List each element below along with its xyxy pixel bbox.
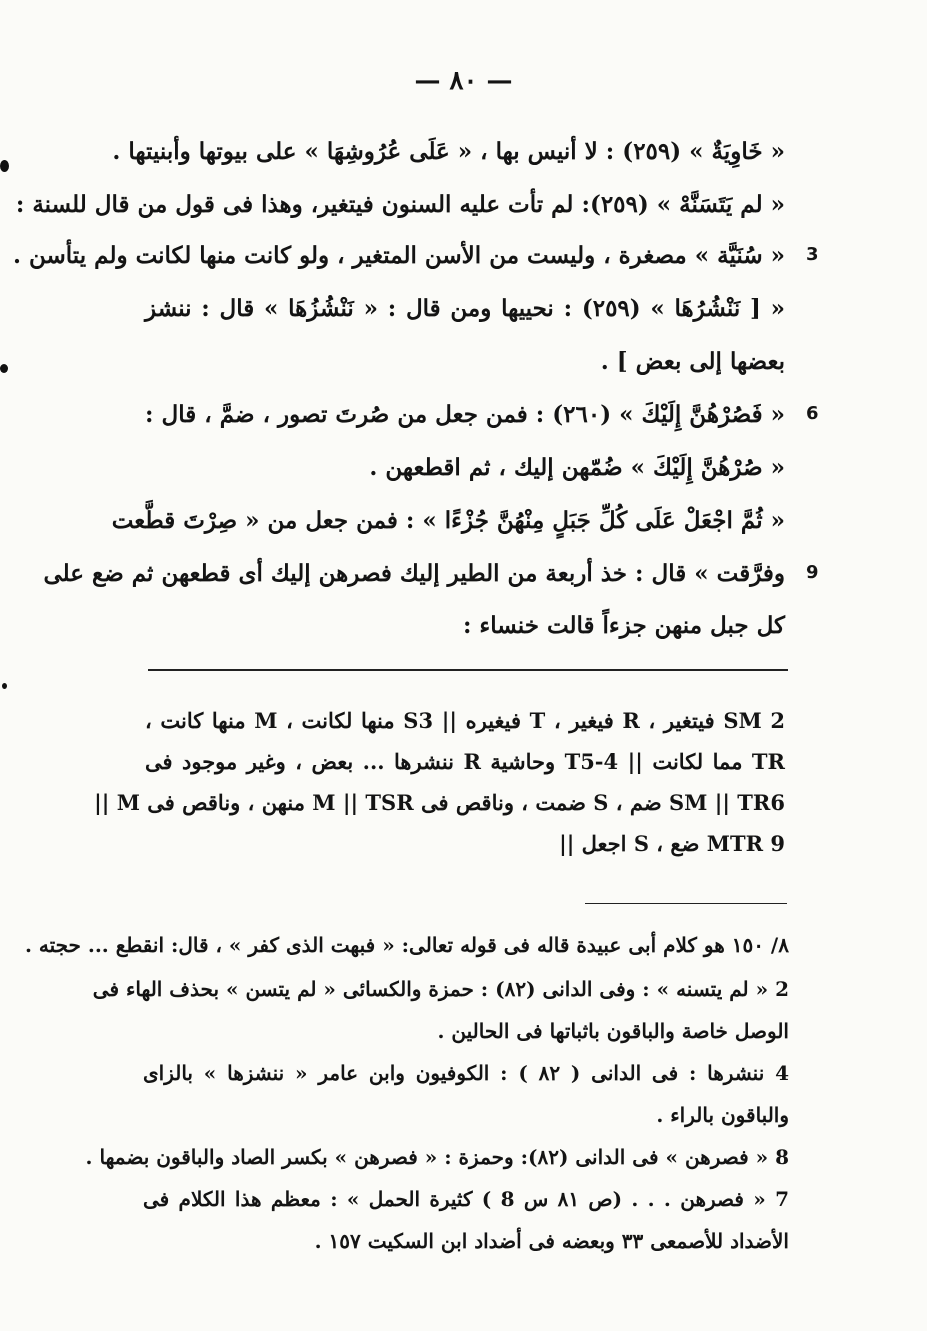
footnote-line: والباقون بالراء . <box>656 1103 789 1127</box>
main-divider <box>148 669 788 671</box>
margin-line-number: 3 <box>806 244 819 265</box>
scan-mark-1 <box>0 160 9 172</box>
scan-mark-3 <box>2 683 7 689</box>
footnote-divider <box>585 903 787 904</box>
apparatus-line: TR مما لكانت || T5-4 وحاشية R ننشرها ... بعض ، وغير موجود فى <box>145 749 785 774</box>
footnote-line: 7 « فصرهن . . . (ص ٨١ س 8 ) كثيرة الحمل » : معظم هذا الكلام فى <box>143 1187 790 1211</box>
margin-line-number: 9 <box>806 562 819 583</box>
main-line: كل جبل منهن جزءاً قالت خنساء : <box>462 612 785 639</box>
margin-line-number: 6 <box>806 403 819 424</box>
main-line: « لم يَتَسَنَّهْ » (٢٥٩): لم تأت عليه السنون فيتغير، وهذا فى قول من قال للسنة : <box>15 191 785 218</box>
main-line: « صُرْهُنَّ إِلَيْكَ » ضُمّهن إليك ، ثم اقطعهن . <box>369 454 785 481</box>
apparatus-line: 2 SM فيتغير ، R فيغير ، T فيغيره || S3 منها لكانت ، M منها كانت ، <box>145 708 785 733</box>
footnote-line: 2 « لم يتسنه » : وفى الدانى (٨٢) : حمزة والكسائى « لم يتسن » بحذف الهاء فى <box>92 977 789 1001</box>
footnote-line: 8 « فصرهن » فى الدانى (٨٢): وحمزة : « فصرهن » بكسر الصاد والباقون بضمها . <box>85 1145 789 1169</box>
page-number: — ٨٠ — <box>414 66 513 96</box>
main-line: « سُنَيَّة » مصغرة ، وليست من الأسن المتغير ، ولو كانت منها لكانت ولم يتأسن . <box>12 242 785 269</box>
footnote-line: ٨/ ١٥٠ هو كلام أبى عبيدة قاله فى قوله تعالى: « فبهت الذى كفر » ، قال: انقطع ... حجته . <box>24 933 789 957</box>
scan-mark-2 <box>0 364 8 373</box>
main-line: « خَاوِيَةٌ » (٢٥٩) : لا أنيس بها ، « عَلَى عُرُوشِهَا » على بيوتها وأبنيتها . <box>112 138 785 165</box>
apparatus-line: 9 MTR ضع ، S اجعل || <box>559 831 785 856</box>
main-line: « ثُمَّ اجْعَلْ عَلَى كُلِّ جَبَلٍ مِنْهُنَّ جُزْءًا » : فمن جعل من « صِرْتَ قطَّعت <box>111 507 785 534</box>
footnote-line: الوصل خاصة والباقون باثباتها فى الحالين . <box>437 1019 789 1043</box>
main-line: « [ نَنْشُرُهَا » (٢٥٩) : نحييها ومن قال : « نَنْشُزُهَا » قال : ننشز <box>145 295 785 322</box>
main-line: وفرَّقت » قال : خذ أربعة من الطير إليك فصرهن إليك أى قطعهن ثم ضع على <box>43 560 785 587</box>
footnote-line: الأضداد للأصمعى ٣٣ وبعضه فى أضداد ابن السكيت ١٥٧ . <box>314 1229 789 1253</box>
footnote-line: 4 ننشرها : فى الدانى ( ٨٢ ) : الكوفيون وابن عامر « ننشزها » بالزاى <box>143 1061 789 1085</box>
apparatus-line: SM || TR6 ضم ، S ضمت ، وناقص فى M || TSR منهن ، وناقص فى M || <box>94 790 785 815</box>
main-line: « فَصُرْهُنَّ إِلَيْكَ » (٢٦٠) : فمن جعل من صُرتَ تصور ، ضمَّ ، قال : <box>145 401 785 428</box>
main-line: بعضها إلى بعض ] . <box>600 348 785 375</box>
